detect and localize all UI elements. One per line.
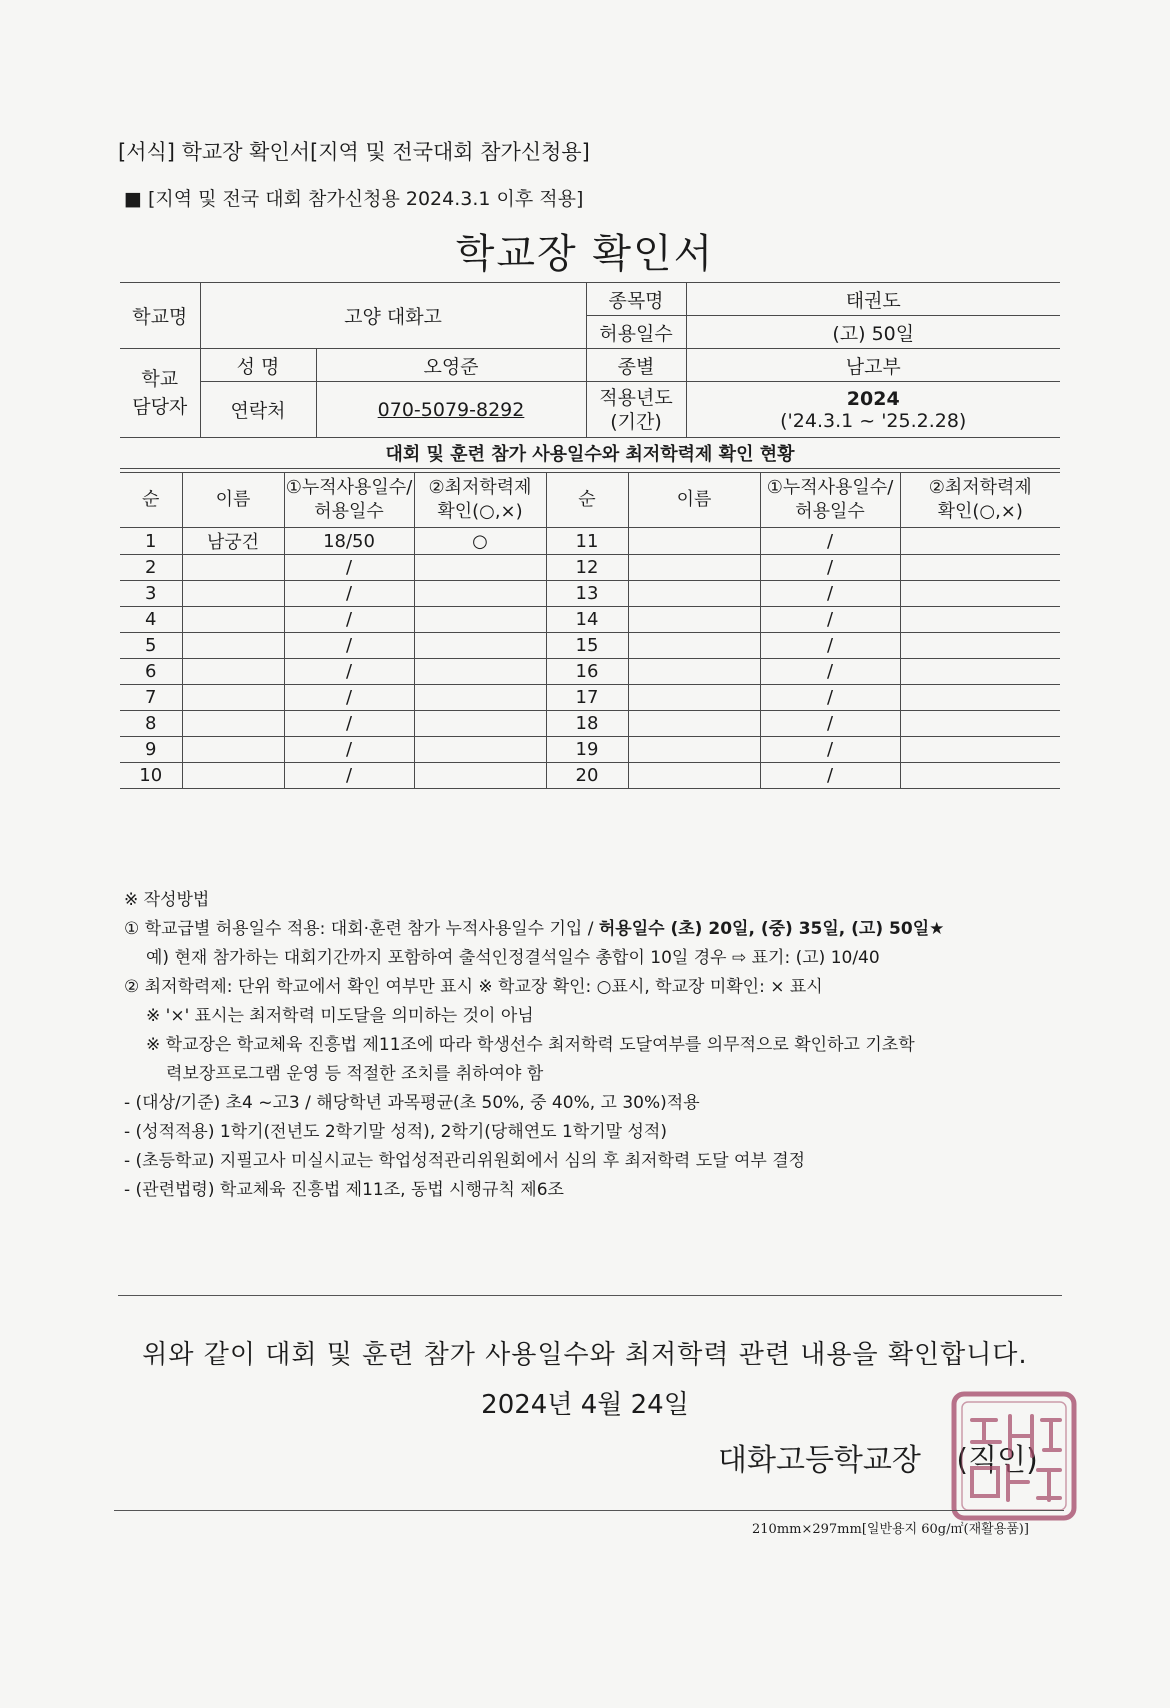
school-name-label: 학교명 [120,283,200,349]
no-cell: 13 [546,581,628,607]
note-3: ※ '×' 표시는 최저학력 미도달을 의미하는 것이 아님 [146,1006,534,1026]
section-title: 대회 및 훈련 참가 사용일수와 최저학력제 확인 현황 [120,438,1060,469]
name-cell [628,659,760,685]
table-row [120,763,1060,789]
category-value: 남고부 [686,349,1060,382]
col-check-header: ②최저학력제 확인(○,×) [900,473,1060,528]
name-cell [182,711,284,737]
days-cell: / [284,763,414,789]
paper-spec: 210mm×297mm[일반용지 60g/㎡(재활용품)] [752,1522,1029,1537]
name-cell [628,737,760,763]
no-cell: 9 [120,737,182,763]
no-cell: 7 [120,685,182,711]
name-cell [182,633,284,659]
allowed-days-label: 허용일수 [586,316,686,349]
no-cell: 1 [120,528,182,555]
issue-date: 2024년 4월 24일 [481,1390,689,1420]
no-cell: 10 [120,763,182,789]
note-4: ※ 학교장은 학교체육 진흥법 제11조에 따라 학생선수 최저학력 도달여부를 의무적으로 확인하고 기초학 [146,1035,915,1055]
name-cell: 남궁건 [182,528,284,555]
detail-3: - (초등학교) 지필고사 미실시교는 학업성적관리위원회에서 심의 후 최저학력 도달 여부 결정 [124,1151,806,1171]
form-label: [서식] 학교장 확인서[지역 및 전국대회 참가신청용] [118,140,590,164]
school-info-table [120,282,1060,469]
phone-label: 연락처 [200,382,316,438]
note-2: ② 최저학력제: 단위 학교에서 확인 여부만 표시 ※ 학교장 확인: ○표시, 학교장 미확인: × 표시 [124,977,823,997]
days-cell: / [284,555,414,581]
no-cell: 8 [120,711,182,737]
confirmation-text: 위와 같이 대회 및 훈련 참가 사용일수와 최저학력 관련 내용을 확인합니다. [142,1340,1028,1370]
check-cell [900,528,1060,555]
days-cell: / [284,685,414,711]
divider [118,1295,1062,1296]
check-cell [900,685,1060,711]
no-cell: 4 [120,607,182,633]
check-cell [900,555,1060,581]
no-cell: 5 [120,633,182,659]
seal-mark: (직인) [956,1443,1038,1478]
athlete-table [120,472,1060,789]
col-days-header: ①누적사용일수/ 허용일수 [284,473,414,528]
sport-label: 종목명 [586,283,686,316]
detail-4: - (관련법령) 학교체육 진흥법 제11조, 동법 시행규칙 제6조 [124,1180,564,1200]
check-cell [414,763,546,789]
no-cell: 20 [546,763,628,789]
contact-name: 오영준 [316,349,586,382]
detail-2: - (성적적용) 1학기(전년도 2학기말 성적), 2학기(당해연도 1학기말 성적) [124,1122,667,1142]
notes-heading: ※ 작성방법 [124,890,210,910]
check-cell [414,711,546,737]
bottom-divider [114,1510,1064,1511]
note-4-cont: 력보장프로그램 운영 등 적절한 조치를 취하여야 함 [166,1064,544,1084]
table-header-row [120,473,1060,528]
principal-title: 대화고등학교장 [718,1443,921,1478]
table-row [120,737,1060,763]
instructions [124,886,1074,1205]
check-cell [900,607,1060,633]
no-cell: 12 [546,555,628,581]
school-name: 고양 대화고 [200,283,586,349]
name-cell [628,528,760,555]
check-cell [900,763,1060,789]
check-cell [414,607,546,633]
days-cell: / [760,711,900,737]
days-cell: / [760,737,900,763]
col-no-header: 순 [120,473,182,528]
note-1-bold: 허용일수 (초) 20일, (중) 35일, (고) 50일★ [598,919,945,939]
check-cell [900,711,1060,737]
check-cell [900,581,1060,607]
name-cell [628,607,760,633]
check-cell [900,659,1060,685]
days-cell: / [760,685,900,711]
year-cell [686,382,1060,438]
document-title: 학교장 확인서 [455,231,715,277]
days-cell: / [760,528,900,555]
year-value: 2024 [846,387,900,410]
contact-person-label: 학교 담당자 [120,349,200,438]
table-row [120,711,1060,737]
check-cell [414,555,546,581]
table-row [120,633,1060,659]
phone-value: 070-5079-8292 [377,398,525,421]
check-cell [414,659,546,685]
no-cell: 3 [120,581,182,607]
col-days-header: ①누적사용일수/ 허용일수 [760,473,900,528]
no-cell: 2 [120,555,182,581]
days-cell: / [760,633,900,659]
days-cell: / [284,659,414,685]
no-cell: 18 [546,711,628,737]
days-cell: / [760,607,900,633]
note-1 [124,915,1074,944]
detail-1: - (대상/기준) 초4 ~고3 / 해당학년 과목평균(초 50%, 중 40%, 고 30%)적용 [124,1093,700,1113]
no-cell: 11 [546,528,628,555]
name-cell [628,581,760,607]
days-cell: / [760,581,900,607]
name-cell [628,711,760,737]
check-cell [900,737,1060,763]
name-cell [628,633,760,659]
check-cell: ○ [414,528,546,555]
name-label: 성 명 [200,349,316,382]
category-label: 종별 [586,349,686,382]
no-cell: 14 [546,607,628,633]
contact-phone [316,382,586,438]
name-cell [628,555,760,581]
days-cell: 18/50 [284,528,414,555]
table-row [120,685,1060,711]
name-cell [182,581,284,607]
days-cell: / [760,763,900,789]
days-cell: / [760,659,900,685]
table-row [120,659,1060,685]
check-cell [414,633,546,659]
col-check-header: ②최저학력제 확인(○,×) [414,473,546,528]
days-cell: / [284,711,414,737]
name-cell [182,555,284,581]
table-row [120,528,1060,555]
col-no-header: 순 [546,473,628,528]
name-cell [182,685,284,711]
note-1-text: ① 학교급별 허용일수 적용: 대회·훈련 참가 누적사용일수 기입 / [124,919,599,939]
name-cell [628,685,760,711]
name-cell [182,659,284,685]
no-cell: 16 [546,659,628,685]
no-cell: 15 [546,633,628,659]
no-cell: 6 [120,659,182,685]
check-cell [414,737,546,763]
days-cell: / [284,737,414,763]
year-label: 적용년도 (기간) [586,382,686,438]
table-row [120,555,1060,581]
note-1-example: 예) 현재 참가하는 대회기간까지 포함하여 출석인정결석일수 총합이 10일 경우 ⇨ 표기: (고) 10/40 [146,948,880,968]
no-cell: 19 [546,737,628,763]
table-row [120,607,1060,633]
period-value: ('24.3.1 ~ '25.2.28) [780,409,967,432]
sport-value: 태권도 [686,283,1060,316]
days-cell: / [760,555,900,581]
name-cell [628,763,760,789]
check-cell [414,685,546,711]
official-seal-stamp [950,1390,1078,1522]
name-cell [182,763,284,789]
form-subtitle: ■ [지역 및 전국 대회 참가신청용 2024.3.1 이후 적용] [124,188,584,210]
days-cell: / [284,607,414,633]
col-name-header: 이름 [628,473,760,528]
check-cell [900,633,1060,659]
days-cell: / [284,633,414,659]
no-cell: 17 [546,685,628,711]
col-name-header: 이름 [182,473,284,528]
name-cell [182,737,284,763]
check-cell [414,581,546,607]
table-row [120,581,1060,607]
days-cell: / [284,581,414,607]
allowed-days-value: (고) 50일 [686,316,1060,349]
name-cell [182,607,284,633]
